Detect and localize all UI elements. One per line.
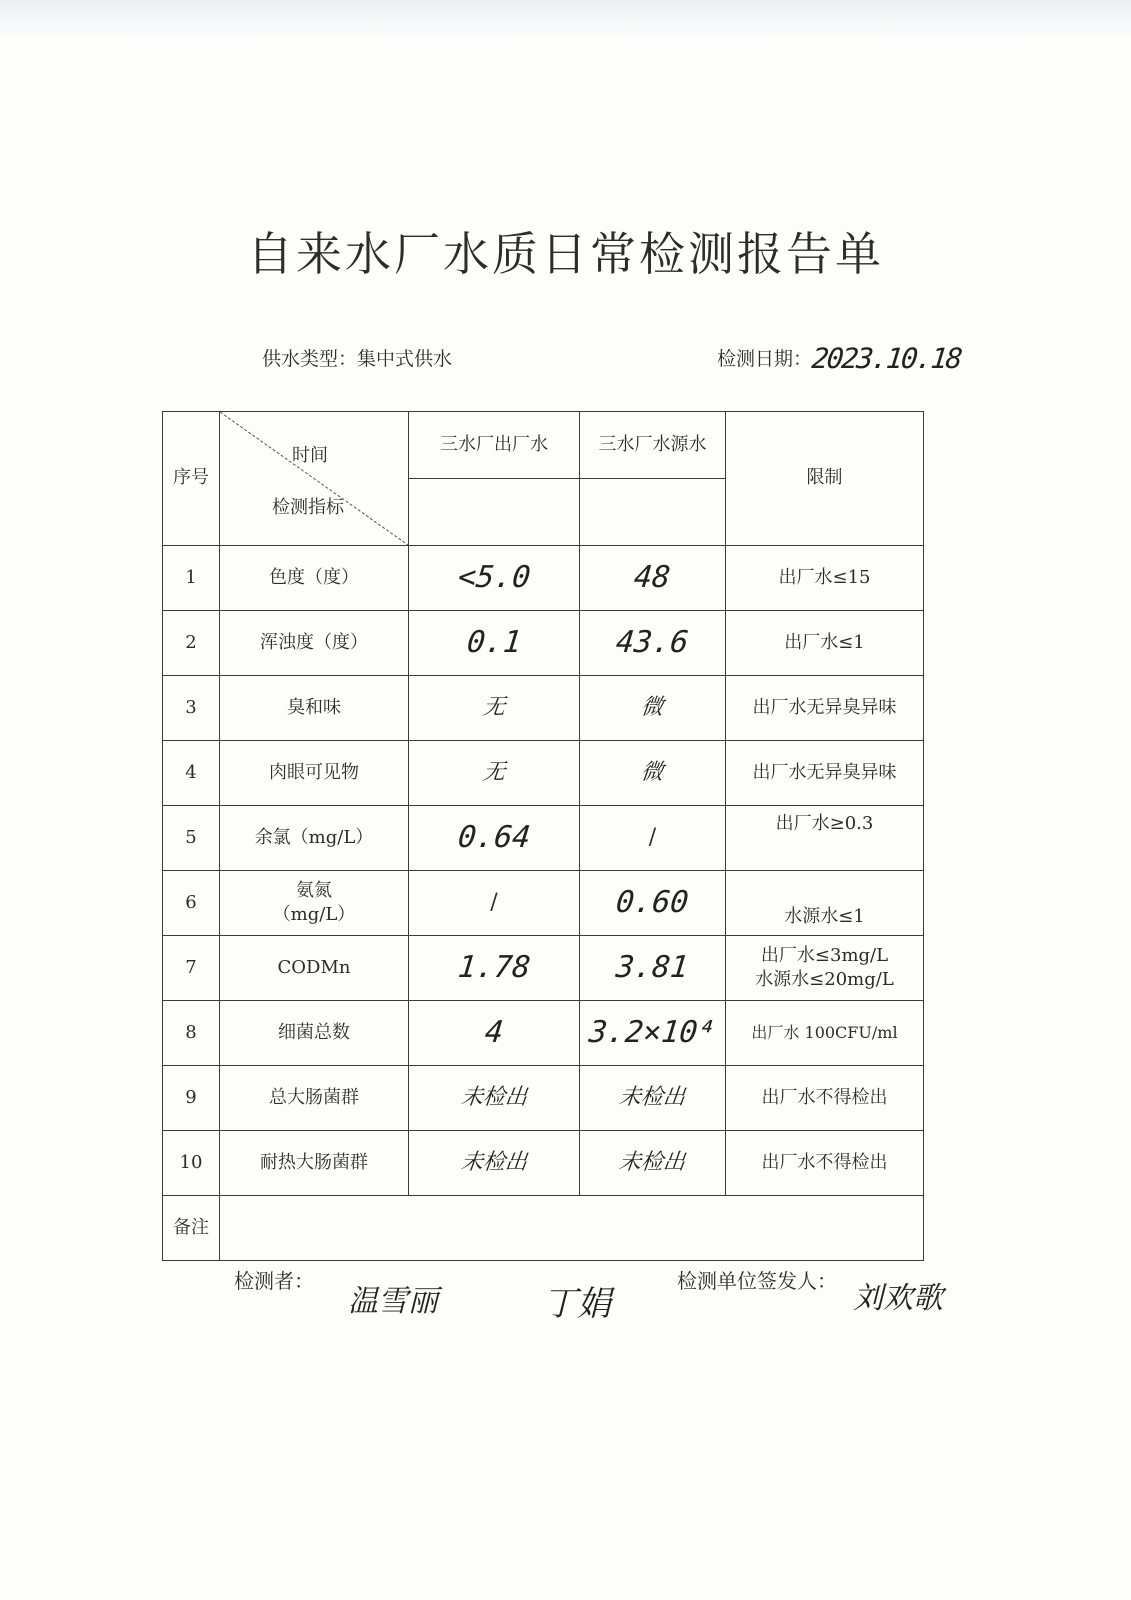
row-limit: 出厂水不得检出 xyxy=(726,1131,924,1196)
row-value-source: 0.60 xyxy=(580,871,726,936)
row-limit-line2: 水源水≤20mg/L xyxy=(755,969,894,990)
remark-label: 备注 xyxy=(163,1196,220,1261)
row-no: 8 xyxy=(163,1001,220,1066)
row-no: 1 xyxy=(163,546,220,611)
table-row xyxy=(163,741,924,806)
row-no: 3 xyxy=(163,676,220,741)
row-limit: 出厂水≤15 xyxy=(726,546,924,611)
row-value-source: / xyxy=(580,806,726,871)
row-limit: 出厂水≤1 xyxy=(726,611,924,676)
header-indicator: 检测指标 xyxy=(272,497,344,518)
row-indicator-line2: （mg/L） xyxy=(272,904,356,925)
row-indicator: 浑浊度（度） xyxy=(220,611,409,676)
row-limit: 出厂水无异臭异味 xyxy=(726,676,924,741)
table-row xyxy=(163,1066,924,1131)
table-row xyxy=(163,676,924,741)
supply-type-value: 集中式供水 xyxy=(357,348,453,370)
header-seq: 序号 xyxy=(163,412,220,546)
test-date-value: 2023.10.18 xyxy=(810,342,963,375)
row-value-outlet: 未检出 xyxy=(409,1066,580,1131)
row-value-source: 3.81 xyxy=(580,936,726,1001)
row-limit: 出厂水无异臭异味 xyxy=(726,741,924,806)
signer-signature: 刘欢歌 xyxy=(853,1281,943,1316)
row-value-outlet: / xyxy=(409,871,580,936)
header-time: 时间 xyxy=(292,445,328,466)
row-value-outlet: 未检出 xyxy=(409,1131,580,1196)
header-col1: 三水厂出厂水 xyxy=(409,412,580,479)
row-limit: 出厂水不得检出 xyxy=(726,1066,924,1131)
row-limit-line1: 出厂水≤3mg/L xyxy=(760,944,889,966)
row-value-source: 3.2×10⁴ xyxy=(580,1001,726,1066)
inspector-label: 检测者： xyxy=(234,1269,314,1293)
supply-type xyxy=(262,344,452,371)
row-value-outlet: 0.1 xyxy=(409,611,580,676)
row-limit: 出厂水 100CFU/ml xyxy=(726,1001,924,1066)
report-table xyxy=(162,411,924,1261)
row-value-outlet: 4 xyxy=(409,1001,580,1066)
report-title: 自来水厂水质日常检测报告单 xyxy=(247,227,884,281)
row-value-outlet: <5.0 xyxy=(409,546,580,611)
table-row xyxy=(163,806,924,871)
row-no: 9 xyxy=(163,1066,220,1131)
row-indicator xyxy=(220,871,409,936)
row-value-source: 48 xyxy=(580,546,726,611)
test-date-label: 检测日期： xyxy=(717,348,813,370)
row-no: 6 xyxy=(163,871,220,936)
row-indicator: CODMn xyxy=(220,936,409,1001)
header-col1-blank xyxy=(409,479,580,546)
row-indicator: 总大肠菌群 xyxy=(220,1066,409,1131)
signer-label: 检测单位签发人： xyxy=(677,1269,837,1293)
row-value-outlet: 无 xyxy=(409,741,580,806)
table-row xyxy=(163,546,924,611)
header-limit: 限制 xyxy=(726,412,924,546)
scan-edge-shadow xyxy=(0,0,1131,40)
table-row xyxy=(163,1001,924,1066)
row-indicator: 肉眼可见物 xyxy=(220,741,409,806)
row-indicator: 色度（度） xyxy=(220,546,409,611)
row-no: 10 xyxy=(163,1131,220,1196)
table-row xyxy=(163,611,924,676)
row-value-source: 未检出 xyxy=(580,1066,726,1131)
header-col2: 三水厂水源水 xyxy=(580,412,726,479)
row-value-source: 43.6 xyxy=(580,611,726,676)
row-no: 5 xyxy=(163,806,220,871)
table-row xyxy=(163,936,924,1001)
row-value-outlet: 0.64 xyxy=(409,806,580,871)
row-limit xyxy=(726,936,924,1001)
row-indicator: 细菌总数 xyxy=(220,1001,409,1066)
row-value-source: 微 xyxy=(580,676,726,741)
inspector-signature-2: 丁娟 xyxy=(543,1284,611,1324)
row-no: 2 xyxy=(163,611,220,676)
row-value-outlet: 1.78 xyxy=(409,936,580,1001)
row-indicator-line1: 氨氮 xyxy=(296,879,332,901)
row-value-outlet: 无 xyxy=(409,676,580,741)
row-value-source: 未检出 xyxy=(580,1131,726,1196)
diagonal-line xyxy=(220,412,408,545)
row-no: 4 xyxy=(163,741,220,806)
row-limit: 水源水≤1 xyxy=(726,871,924,936)
supply-type-label: 供水类型： xyxy=(262,348,358,370)
row-indicator: 余氯（mg/L） xyxy=(220,806,409,871)
row-value-source: 微 xyxy=(580,741,726,806)
header-diagonal-cell xyxy=(220,412,409,546)
header-col2-blank xyxy=(580,479,726,546)
row-limit: 出厂水≥0.3 xyxy=(726,806,924,871)
row-no: 7 xyxy=(163,936,220,1001)
inspector-signature-1: 温雪丽 xyxy=(348,1284,438,1319)
table-row xyxy=(163,871,924,936)
remark-content xyxy=(220,1196,924,1261)
header-row xyxy=(163,412,924,479)
row-indicator: 耐热大肠菌群 xyxy=(220,1131,409,1196)
remark-row xyxy=(163,1196,924,1261)
table-row xyxy=(163,1131,924,1196)
row-indicator: 臭和味 xyxy=(220,676,409,741)
